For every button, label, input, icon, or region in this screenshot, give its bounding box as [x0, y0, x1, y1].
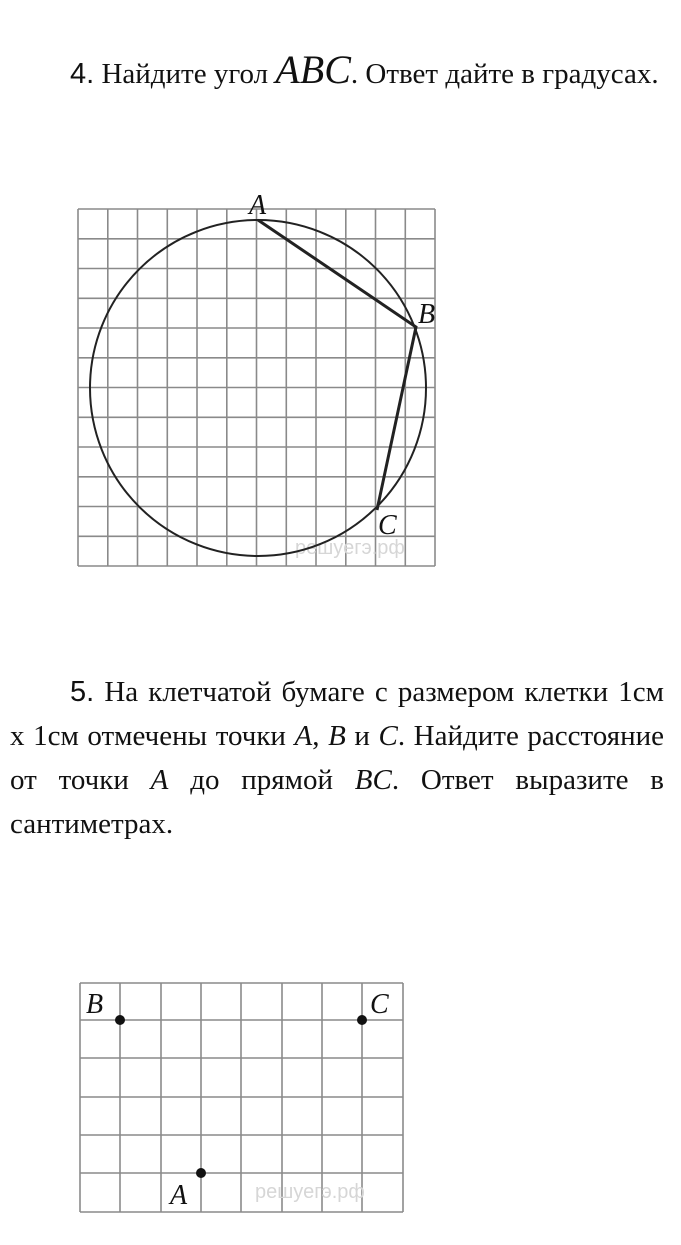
problem-5-text-part: На клетчатой бумаге с размером клетки 1см x 1см отмечены точки — [10, 676, 664, 752]
problem-5-text-part: . Ответ выразите в сантиметрах. — [10, 764, 664, 840]
label-a-4: A — [249, 190, 267, 221]
problem-5-number: 5. — [70, 676, 95, 708]
point-a-name: A — [294, 720, 313, 752]
point-b-name: B — [328, 720, 346, 752]
problem-5-text — [10, 670, 664, 846]
label-c-4: C — [378, 510, 397, 541]
problem-4-number: 4. — [70, 58, 95, 90]
problem-5-text-part: и — [345, 720, 379, 752]
label-c-5: C — [370, 989, 389, 1020]
angle-abc-lines — [258, 220, 416, 510]
point-a-name: A — [150, 764, 169, 796]
problem-5-text-part: до прямой — [168, 764, 355, 796]
problem-4-text-part: Найдите угол — [94, 58, 276, 90]
watermark-4: решуегэ.рф — [295, 537, 405, 559]
problem-5-text-part: , — [312, 720, 329, 752]
watermark-5: решуегэ.рф — [255, 1181, 365, 1203]
point-c-name: C — [378, 720, 398, 752]
angle-name: ABC — [275, 47, 351, 92]
line-bc-name: BC — [354, 764, 392, 796]
problem-4-text-part: . Ответ дайте в градусах. — [350, 58, 659, 90]
label-a-5: A — [170, 1180, 188, 1211]
label-b-4: B — [418, 299, 436, 330]
problem-5-text-part: . Найдите расстояние от точки — [10, 720, 664, 796]
label-b-5: B — [86, 989, 104, 1020]
